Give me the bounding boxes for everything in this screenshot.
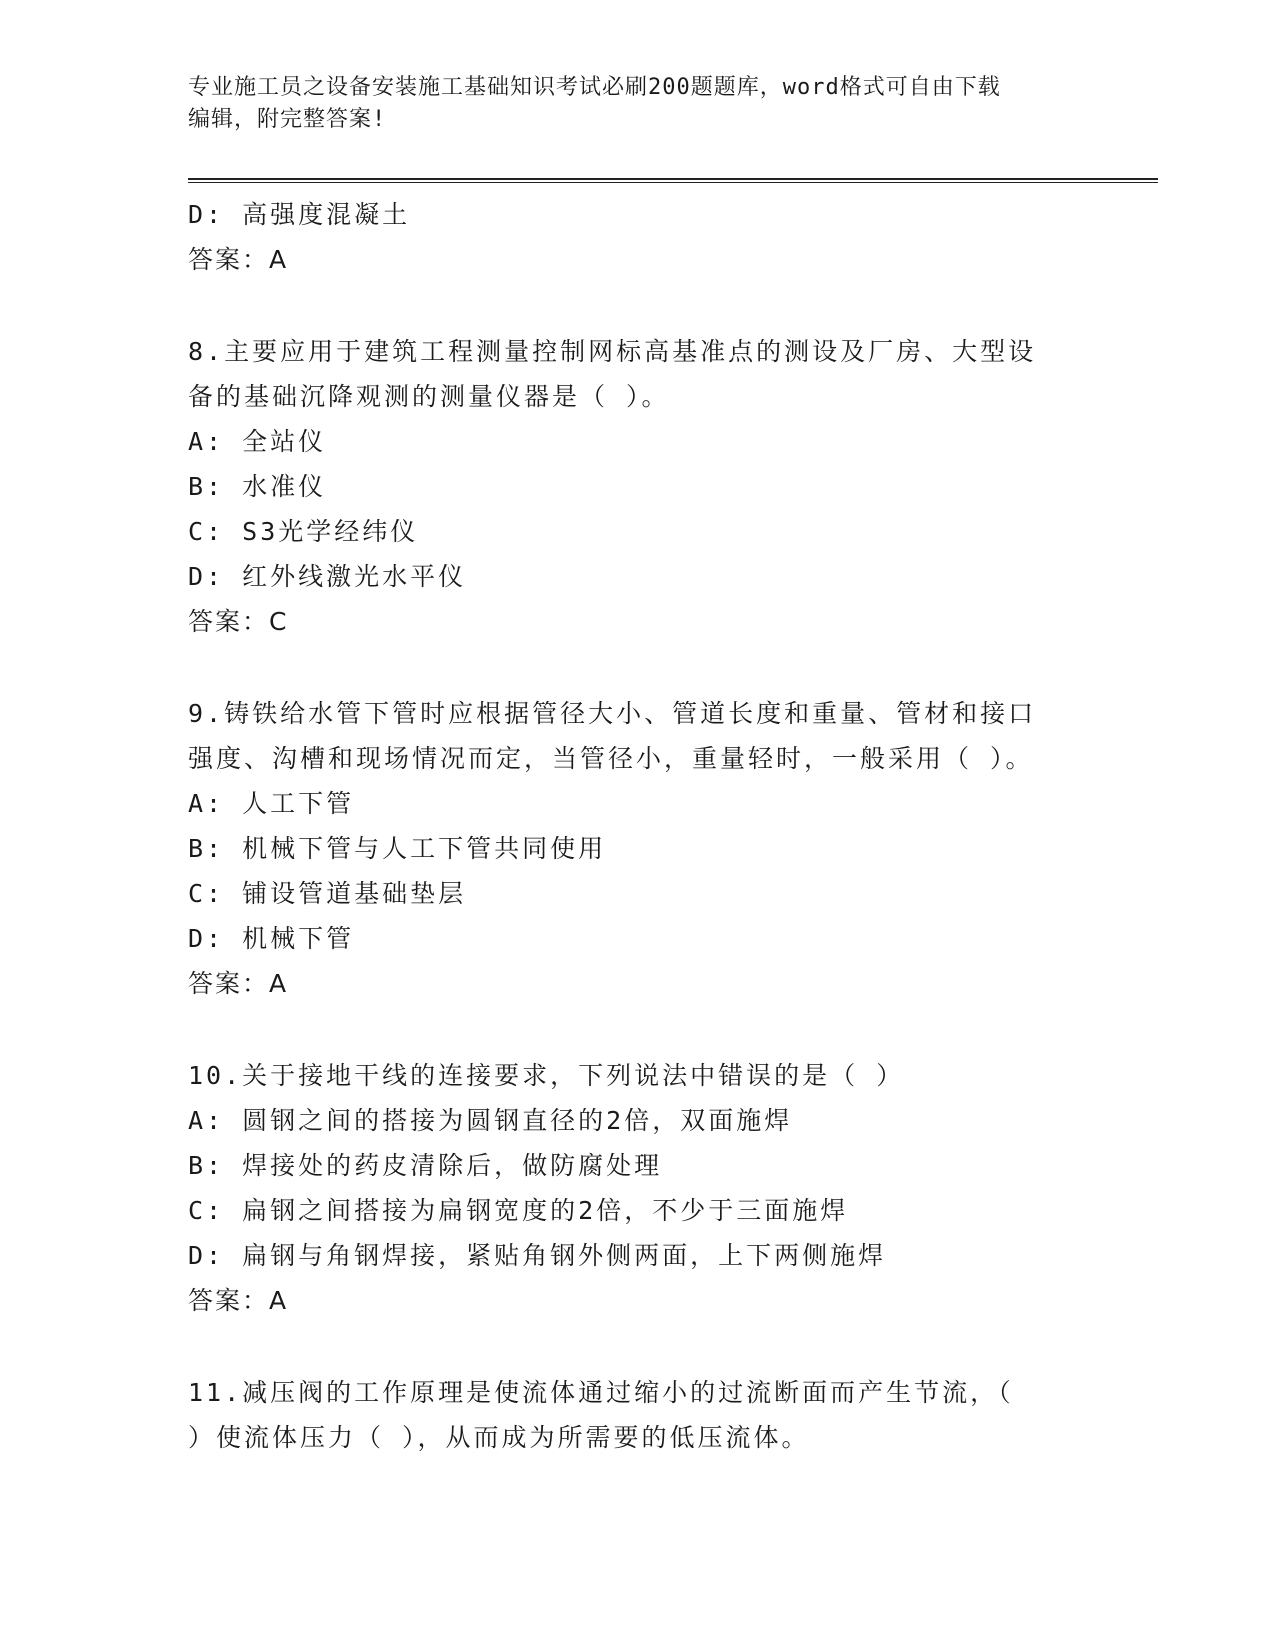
header-line-2: 编辑，附完整答案! — [188, 107, 387, 132]
answer: 答案：A — [188, 245, 289, 274]
option-a: A: 全站仪 — [188, 427, 327, 456]
option-d: D: 扁钢与角钢焊接，紧贴角钢外侧两面，上下两侧施焊 — [188, 1241, 887, 1270]
option-b: B: 焊接处的药皮清除后，做防腐处理 — [188, 1151, 663, 1180]
option-b: B: 机械下管与人工下管共同使用 — [188, 834, 607, 863]
spacer — [188, 1323, 1088, 1370]
question-stem: 强度、沟槽和现场情况而定，当管径小，重量轻时，一般采用（ ）。 — [188, 744, 1034, 773]
answer: 答案：C — [188, 607, 289, 636]
question-10 — [188, 1053, 1088, 1323]
spacer — [188, 282, 1088, 329]
option-d: D: 机械下管 — [188, 924, 355, 953]
option-c: C: 铺设管道基础垫层 — [188, 879, 467, 908]
question-stem: ）使流体压力（ ），从而成为所需要的低压流体。 — [188, 1423, 810, 1452]
question-stem: 备的基础沉降观测的测量仪器是（ ）。 — [188, 382, 670, 411]
page-header — [188, 72, 1088, 136]
question-stem: 10.关于接地干线的连接要求，下列说法中错误的是（ ） — [188, 1061, 905, 1090]
question-9 — [188, 691, 1088, 1006]
option-a: A: 人工下管 — [188, 789, 355, 818]
option-b: B: 水准仪 — [188, 472, 327, 501]
header-line-1: 专业施工员之设备安装施工基础知识考试必刷200题题库，word格式可自由下载 — [188, 75, 1001, 100]
option-a: A: 圆钢之间的搭接为圆钢直径的2倍，双面施焊 — [188, 1106, 793, 1135]
question-stem: 11.减压阀的工作原理是使流体通过缩小的过流断面而产生节流，（ — [188, 1378, 1014, 1407]
question-7-tail — [188, 192, 1088, 282]
answer: 答案：A — [188, 1286, 289, 1315]
question-8 — [188, 329, 1088, 644]
question-11 — [188, 1370, 1088, 1460]
spacer — [188, 644, 1088, 691]
question-stem: 9.铸铁给水管下管时应根据管径大小、管道长度和重量、管材和接口 — [188, 699, 1037, 728]
spacer — [188, 1006, 1088, 1053]
option-d: D: 红外线激光水平仪 — [188, 562, 467, 591]
answer: 答案：A — [188, 969, 289, 998]
header-divider — [188, 178, 1158, 183]
option-c: C: 扁钢之间搭接为扁钢宽度的2倍，不少于三面施焊 — [188, 1196, 849, 1225]
question-list — [188, 192, 1088, 1460]
option-d: D: 高强度混凝土 — [188, 200, 411, 229]
option-c: C: S3光学经纬仪 — [188, 517, 419, 546]
question-stem: 8.主要应用于建筑工程测量控制网标高基准点的测设及厂房、大型设 — [188, 337, 1037, 366]
